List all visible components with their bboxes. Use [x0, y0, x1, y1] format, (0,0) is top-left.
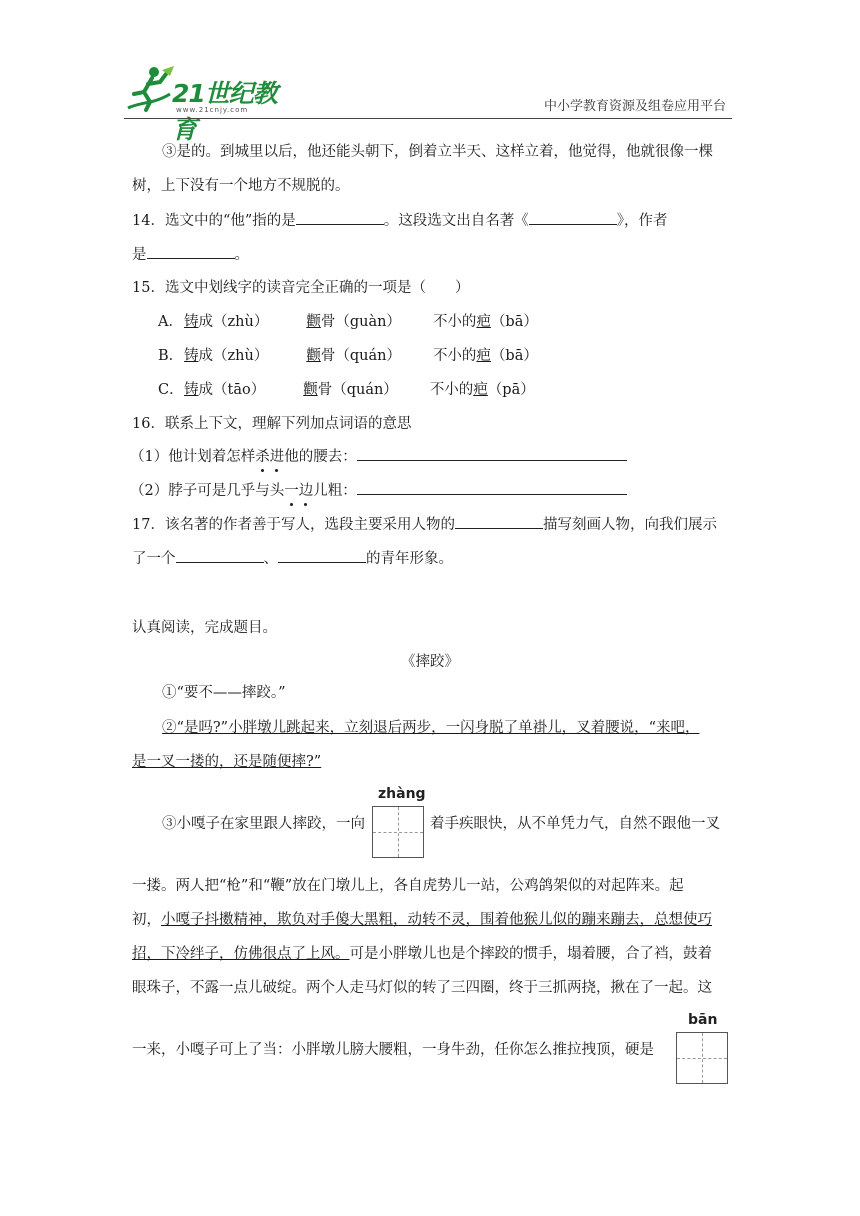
underlined-char: 颧 — [303, 382, 318, 398]
section2-p2-line1: ②“是吗?”小胖墩儿跳起来，立刻退后两步，一闪身脱了单褂儿，叉着腰说，“来吧， — [162, 720, 700, 736]
q17-text-b: 描写刻画人物，向我们展示 — [542, 517, 717, 533]
logo — [120, 64, 300, 144]
pinyin-ban: bān — [688, 1012, 718, 1028]
q16-s1-text-a: （1）他计划着怎样 — [130, 449, 256, 465]
reading: （pā） — [487, 382, 535, 398]
underlined-char: 铸 — [184, 382, 199, 398]
section2-p3-line1b: 着手疾眼快，从不单凭力气，自然不跟他一叉 — [430, 816, 720, 832]
reading: 骨（guàn） — [320, 314, 401, 330]
reading: 骨（quán） — [320, 348, 401, 364]
underlined-char: 铸 — [184, 314, 199, 330]
logo-url: www.21cnjy.com — [176, 106, 249, 114]
reading: 骨（quán） — [317, 382, 398, 398]
text-underlined: 招，下冷绊子，仿佛很点了上风。 — [132, 946, 350, 962]
q16-s2-text-b: 儿粗： — [313, 483, 357, 499]
q14-text-d: 是 — [132, 247, 147, 263]
q17-blank-3[interactable] — [278, 548, 366, 563]
page-header — [0, 0, 860, 144]
text-plain: 可是小胖墩儿也是个摔跤的惯手，塌着腰，合了裆，鼓着 — [349, 946, 712, 962]
question-16-stem: 16．联系上下文，理解下列加点词语的意思 — [132, 416, 412, 432]
q16-s2-text-a: （2）脖子可是几乎与头 — [130, 483, 285, 499]
q14-blank-2[interactable] — [529, 210, 617, 225]
question-14-cont — [132, 244, 249, 265]
option-label: C． — [158, 382, 184, 398]
platform-label: 中小学教育资源及组卷应用平台 — [543, 98, 726, 113]
question-17-cont — [132, 548, 453, 569]
tianzige-box-2[interactable] — [676, 1032, 728, 1084]
q16-answer-blank-2[interactable] — [357, 480, 627, 495]
underlined-char: 疤 — [476, 348, 491, 364]
passage1-p3-line2: 树，上下没有一个地方不规脱的。 — [132, 178, 350, 194]
underlined-char: 颧 — [306, 348, 321, 364]
q15-option-c[interactable] — [158, 380, 535, 400]
reading: （bā） — [490, 314, 538, 330]
pinyin-zhang: zhàng — [378, 786, 426, 802]
word-prefix: 不小的 — [432, 314, 477, 330]
text-underlined: 小嘎子抖擞精神，欺负对手傻大黑粗，动转不灵，围着他猴儿似的蹦来蹦去，总想使巧 — [161, 912, 712, 928]
section2-p3-line6: 一来，小嘎子可上了当：小胖墩儿膀大腰粗，一身牛劲，任你怎么推拉拽顶，硬是 — [132, 1042, 654, 1058]
underlined-char: 铸 — [184, 348, 199, 364]
section2-p3-line2: 一搂。两人把“枪”和“鞭”放在门墩儿上，各自虎势儿一站，公鸡鸽架似的对起阵来。起 — [132, 878, 684, 894]
passage1-p3-line1: ③是的。到城里以后，他还能头朝下，倒着立半天、这样立着，他觉得，他就很像一棵 — [162, 144, 713, 160]
word-prefix: 不小的 — [429, 382, 474, 398]
section2-instruction: 认真阅读，完成题目。 — [132, 620, 277, 636]
q17-text-d: 、 — [263, 551, 278, 567]
reading: （bā） — [490, 348, 538, 364]
reading: 成（zhù） — [198, 314, 269, 330]
q14-text-a: 14．选文中的“他”指的是 — [132, 213, 296, 229]
q17-text-c: 了一个 — [132, 551, 176, 567]
section2-p3-line4 — [132, 944, 712, 964]
word-prefix: 不小的 — [432, 348, 477, 364]
question-17 — [132, 514, 717, 535]
dotted-char: 杀 — [255, 449, 270, 465]
reading: 成（tāo） — [198, 382, 266, 398]
reading: 成（zhù） — [198, 348, 269, 364]
section2-p3-line1a: ③小嘎子在家里跟人摔跤，一向 — [162, 816, 365, 832]
q16-s1-text-b: 他的腰去： — [284, 449, 357, 465]
dotted-char: 进 — [269, 449, 285, 465]
question-14 — [132, 210, 668, 231]
section2-p3-line3 — [132, 910, 712, 930]
section2-title: 《摔跤》 — [401, 654, 459, 670]
option-label: A． — [158, 314, 183, 330]
section2-p3-line5: 眼珠子，不露一点儿破绽。两个人走马灯似的转了三四圈，终于三抓两挠，揪在了一起。这 — [132, 980, 712, 996]
header-divider — [124, 118, 732, 119]
text-plain: 初， — [132, 912, 161, 928]
q17-text-a: 17．该名著的作者善于写人，选段主要采用人物的 — [132, 517, 455, 533]
q15-option-b[interactable] — [158, 346, 538, 366]
runner-logo-icon — [120, 64, 176, 116]
section2-p2-line2: 是一叉一搂的，还是随便摔?” — [132, 754, 322, 770]
underlined-char: 颧 — [306, 314, 321, 330]
q14-text-b: 。这段选文出自名著《 — [383, 213, 529, 229]
option-label: B． — [158, 348, 184, 364]
q14-blank-1[interactable] — [296, 210, 384, 225]
q16-sub-2 — [130, 480, 627, 501]
dotted-char: 一 — [284, 483, 299, 499]
q14-text-c: 》，作者 — [616, 213, 668, 229]
tianzige-box-1[interactable] — [372, 806, 424, 858]
q16-answer-blank-1[interactable] — [357, 446, 627, 461]
section2-p1: ①“要不——摔跤。” — [162, 685, 286, 701]
logo-text: 21世纪教育 — [172, 79, 277, 144]
question-15-stem: 15．选文中划线字的读音完全正确的一项是（ ） — [132, 280, 470, 296]
q17-blank-1[interactable] — [455, 514, 543, 529]
q17-blank-2[interactable] — [176, 548, 264, 563]
q15-option-a[interactable] — [158, 312, 538, 332]
dotted-char: 边 — [298, 483, 314, 499]
q17-text-e: 的青年形象。 — [366, 551, 453, 567]
underlined-char: 疤 — [473, 382, 488, 398]
underlined-char: 疤 — [476, 314, 491, 330]
q14-blank-3[interactable] — [147, 244, 235, 259]
q14-text-e: 。 — [234, 247, 249, 263]
q16-sub-1 — [130, 446, 627, 467]
